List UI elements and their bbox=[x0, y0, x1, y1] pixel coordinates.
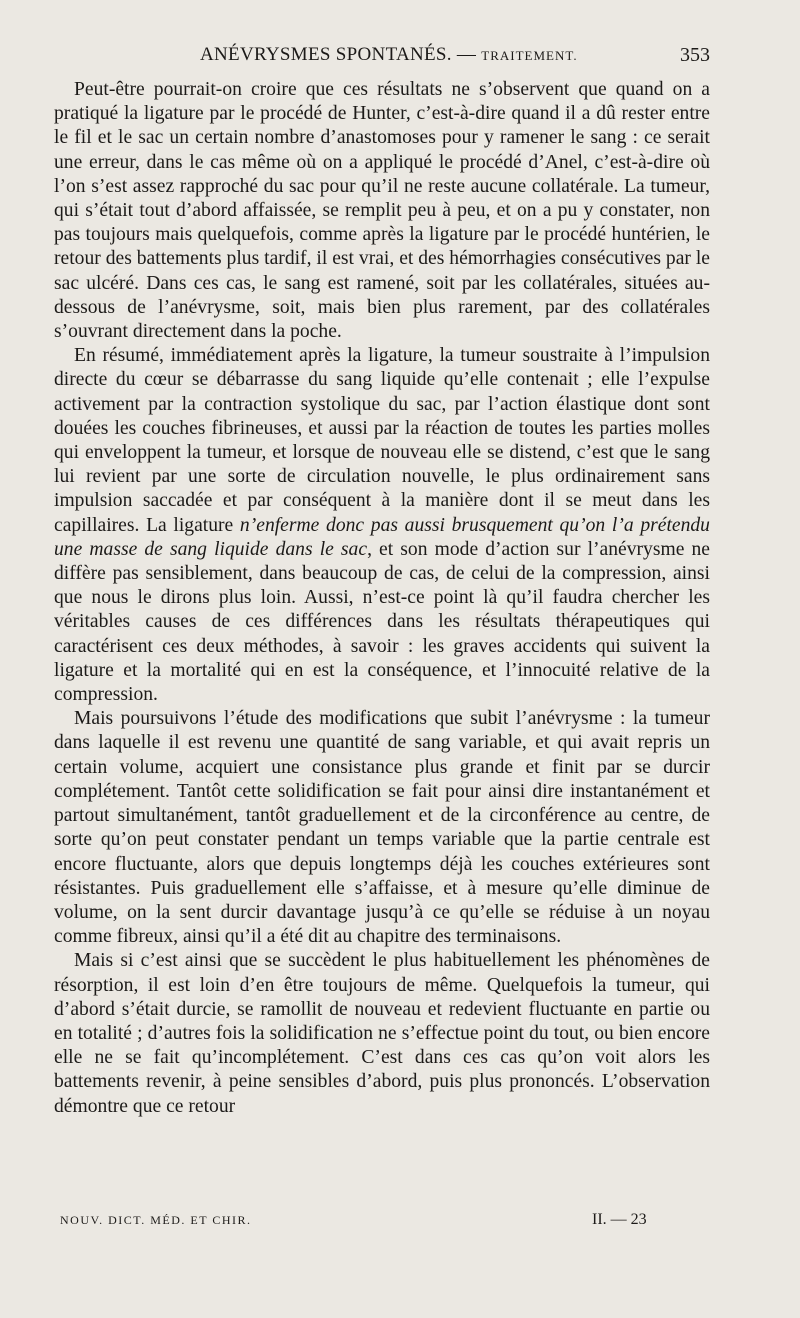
running-header bbox=[54, 44, 710, 74]
paragraph bbox=[54, 707, 710, 949]
page-number: 353 bbox=[680, 44, 710, 66]
body-text bbox=[54, 78, 710, 1119]
text-run: Mais poursuivons l’étude des modifications que subit l’anévrysme : la tumeur dans laquelle il est revenu une quantité de sang variable, et qui avait repris un certain volume, acquiert une consistance plus grande et finit par se durcir complétement. Tantôt cette solidification se fait pour ainsi dire instantanément et partout simultanément, tantôt graduellement et de la circonférence au centre, de sorte qu’on peut constater pendant un temps variable que la partie centrale est encore fluctuante, alors que depuis longtemps déjà les couches extérieures sont résistantes. Puis graduellement elle s’affaisse, et à mesure qu’elle diminue de volume, on la sent durcir davantage jusqu’à ce qu’elle se réduise à un noyau comme fibreux, ainsi qu’il a été dit au chapitre des terminaisons. bbox=[54, 708, 710, 948]
text-run: , et son mode d’action sur l’anévrysme ne diffère pas sensiblement, dans beaucoup de cas, de celui de la compression, ainsi que nous le dirons plus loin. Aussi, n’est-ce point là qu’il faudra chercher les véritables causes de ces différences dans les résultats thérapeutiques qui caractérisent ces deux méthodes, à savoir : les graves accidents qui suivent la ligature et la mortalité qui en est la conséquence, et l’innocuité relative de la compression. bbox=[54, 538, 710, 706]
paragraph bbox=[54, 78, 710, 344]
page-footer bbox=[54, 1211, 710, 1235]
running-title bbox=[200, 44, 578, 66]
text-run: Peut-être pourrait-on croire que ces résultats ne s’observent que quand on a pratiqué la ligature par le procédé de Hunter, c’est-à-dire quand il a dû rester entre le fil et le sac un certain nombre d’anastomoses pour y ramener le sang : ce serait une erreur, dans le cas même où on a appliqué le procédé d’Anel, c’est-à-dire où l’on s’est assez rapproché du sac pour qu’il ne reste aucune collatérale. La tumeur, qui s’était tout d’abord affaissée, se remplit peu à peu, et on a pu y constater, non pas toujours mais quelquefois, comme après la ligature par le procédé huntérien, le retour des battements plus tardif, il est vrai, et des hémorrhagies consécutives par le sac ulcéré. Dans ces cas, le sang est ramené, soit par les collatérales, situées au-dessous de l’anévrysme, soit, mais bien plus rarement, par des collatérales s’ouvrant directement dans la poche. bbox=[54, 79, 710, 343]
footer-signature: II. — 23 bbox=[592, 1211, 647, 1228]
text-run: En résumé, immédiatement après la ligature, la tumeur soustraite à l’impulsion directe du cœur se débarrasse du sang liquide qu’elle contenait ; elle l’expulse activement par la contraction systolique du sac, par l’action élastique dont sont douées les couches fibrineuses, et aussi par la réaction de toutes les parties molles qui enveloppent la tumeur, et lorsque de nouveau elle se distend, c’est que le sang lui revient par une sorte de circulation nouvelle, le plus ordinairement sans impulsion saccadée et par conséquent à la manière dont il se meut dans les capillaires. La ligature bbox=[54, 345, 710, 536]
italic-text: n’enferme donc pas aussi brusquement qu’on l’a prétendu une masse de sang liquide dans le sac bbox=[54, 514, 710, 560]
paragraph bbox=[54, 949, 710, 1118]
footer-publication: NOUV. DICT. MÉD. ET CHIR. bbox=[60, 1213, 252, 1227]
paragraph bbox=[54, 344, 710, 707]
text-run: Mais si c’est ainsi que se succèdent le plus habituellement les phénomènes de résorption, il est loin d’en être toujours de même. Quelquefois la tumeur, qui d’abord s’était durcie, se ramollit de nouveau et redevient fluctuante en partie ou en totalité ; d’autres fois la solidification ne s’effectue point du tout, ou bien encore elle ne se fait qu’incomplétement. C’est dans ces cas qu’on voit alors les battements revenir, à peine sensibles d’abord, puis plus prononcés. L’observation démontre que ce retour bbox=[54, 950, 710, 1117]
running-title-main: ANÉVRYSMES SPONTANÉS. — bbox=[200, 44, 477, 65]
running-title-section: TRAITEMENT. bbox=[481, 48, 578, 63]
